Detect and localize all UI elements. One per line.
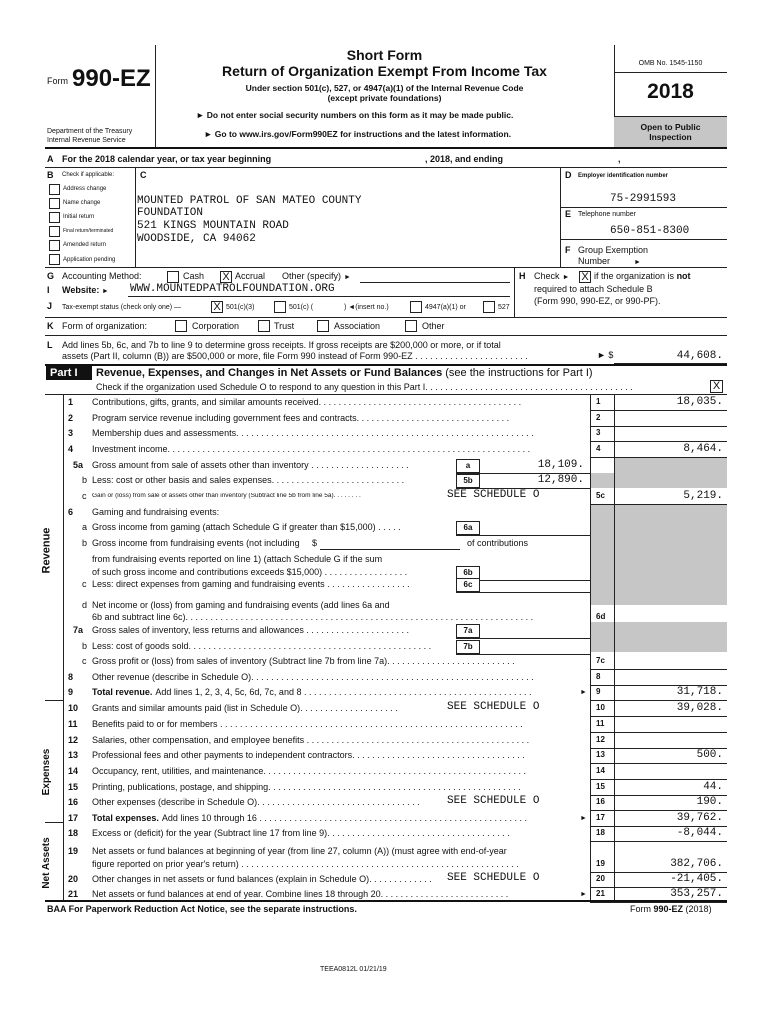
- schedule-o-checkbox[interactable]: X: [710, 380, 723, 393]
- 501c-label: 501(c) (: [289, 304, 314, 311]
- line-text: Salaries, other compensation, and employee benefits . . . . . . . . . . . . . . . . . . . . . . . . . . . . . . . . . . . . . . . . . . . . .: [92, 736, 530, 745]
- sub-line-box: 6b: [456, 566, 480, 580]
- group-exemption-label: Group Exemption: [578, 245, 649, 255]
- line-number: 19: [68, 846, 79, 856]
- line-text: Gross income from gaming (attach Schedule G if greater than $15,000) . . . . .: [92, 523, 401, 532]
- line-text: Printing, publications, postage, and shipping. . . . . . . . . . . . . . . . . . . . . . . . . . . . . . . . . . . . . . . . . . . . . . . . . . .: [92, 783, 521, 792]
- 501c3-label: 501(c)(3): [226, 304, 255, 311]
- line-text: Other expenses (describe in Schedule O). . . . . . . . . . . . . . . . . . . . . . . . . . . . . . . . .: [92, 798, 420, 807]
- line-j-letter: J: [47, 301, 53, 311]
- line-number: 20: [68, 874, 79, 884]
- line-box-number: 19: [596, 859, 605, 868]
- form-title: Return of Organization Exempt From Income Tax: [222, 63, 547, 79]
- application-pending-checkbox[interactable]: [49, 254, 60, 265]
- sub-line-box: 5b: [456, 474, 480, 488]
- baa-notice: BAA For Paperwork Reduction Act Notice, see the separate instructions.: [47, 904, 357, 914]
- website-value[interactable]: WWW.MOUNTEDPATROLFOUNDATION.ORG: [130, 283, 335, 295]
- line-amount[interactable]: 5,219.: [683, 490, 723, 502]
- line-number: 5a: [73, 460, 84, 470]
- line-amount[interactable]: 31,718.: [676, 686, 723, 698]
- do-not-enter: ► Do not enter social security numbers on this form as it may be made public.: [196, 110, 514, 120]
- other-method-label: Other (specify) ►: [282, 271, 351, 281]
- 4947-checkbox[interactable]: [410, 301, 422, 313]
- org-city-state-zip: WOODSIDE, CA 94062: [137, 233, 256, 245]
- 501c3-checkbox[interactable]: X: [211, 301, 223, 313]
- line-text: Gross sales of inventory, less returns and allowances . . . . . . . . . . . . . . . . . . . . .: [92, 626, 409, 635]
- line-text: Less: cost or other basis and sales expenses. . . . . . . . . . . . . . . . . . . . . . . . . . .: [92, 476, 405, 485]
- line-text: Net assets or fund balances at beginning of year (from line 27, column (A)) (must agree with end-of-year: [92, 847, 507, 856]
- arrow-marker: ►: [580, 891, 587, 898]
- line-box-number: 10: [596, 703, 605, 712]
- schedule-o-note: SEE SCHEDULE O: [447, 872, 540, 884]
- org-name-line2: FOUNDATION: [137, 207, 204, 219]
- association-checkbox[interactable]: [317, 320, 329, 332]
- line-number: b: [82, 641, 88, 651]
- final-return-label: Final return/terminated: [63, 228, 114, 234]
- form-reference: Form 990-EZ (2018): [630, 904, 712, 914]
- accrual-checkbox[interactable]: X: [220, 271, 232, 283]
- line-text: Professional fees and other payments to independent contractors. . . . . . . . . . . . . . . . . . . . . . . . . . . . . . . . . . .: [92, 751, 525, 760]
- line-box-number: 17: [596, 813, 605, 822]
- line-amount[interactable]: -8,044.: [676, 827, 723, 839]
- website-label: Website: ►: [62, 285, 109, 295]
- line-h-text2: required to attach Schedule B: [534, 284, 653, 294]
- name-change-checkbox[interactable]: [49, 198, 60, 209]
- line-number: b: [82, 475, 88, 485]
- line-number: 15: [68, 782, 79, 792]
- line-number: a: [82, 522, 88, 532]
- line-k-letter: K: [47, 321, 54, 331]
- line-number: 16: [68, 797, 79, 807]
- line-text: Investment income. . . . . . . . . . . . . . . . . . . . . . . . . . . . . . . . . . . . . . . . . . . . . . . . . . . . . . . . . . . . . . . . . . . . . . . . .: [92, 445, 531, 454]
- line-box-number: 21: [596, 889, 605, 898]
- amended-return-label: Amended return: [63, 242, 107, 248]
- line-number: 14: [68, 766, 79, 776]
- sub-line-value[interactable]: 18,109.: [537, 459, 584, 471]
- line-box-number: 6d: [596, 612, 606, 621]
- telephone-value: 650-851-8300: [610, 225, 690, 237]
- short-form-label: Short Form: [346, 47, 423, 63]
- line-box-number: 1: [596, 397, 601, 406]
- line-number: c: [82, 491, 87, 501]
- sub-line-box: 7b: [456, 640, 480, 654]
- line-box-number: 15: [596, 782, 605, 791]
- dollar-sign: $: [312, 538, 318, 548]
- irs-label: Internal Revenue Service: [47, 137, 126, 144]
- line-text: Gross income from fundraising events (not including: [92, 539, 300, 548]
- corporation-checkbox[interactable]: [175, 320, 187, 332]
- line-box-number: 3: [596, 428, 601, 437]
- section-b-label: Check if applicable:: [62, 172, 115, 178]
- ein-label: Employer identification number: [578, 173, 669, 179]
- net-assets-side-label: Net Assets: [41, 837, 52, 889]
- group-exemption-number-label: Number ►: [578, 256, 641, 266]
- line-amount[interactable]: 39,762.: [676, 812, 723, 824]
- form-code: TEEA0812L 01/21/19: [320, 966, 387, 973]
- schedule-o-check-text: Check if the organization used Schedule O to respond to any question in this Part I. . . . . . . . . . . . . . . . . . . . . . . . . . . . . . . . . . . . . . . . . .: [96, 382, 633, 392]
- open-to-public: Open to Public: [640, 122, 701, 132]
- form-number: 990-EZ: [72, 65, 151, 92]
- line-text: Net assets or fund balances at end of year. Combine lines 18 through 20. . . . . . . . . . . . . . . . . . . . . . . . . .: [92, 890, 509, 899]
- cash-label: Cash: [183, 271, 205, 281]
- go-to-irs: ► Go to www.irs.gov/Form990EZ for instructions and the latest information.: [204, 129, 512, 139]
- line-text: Gaming and fundraising events:: [92, 508, 220, 517]
- line-number: d: [82, 600, 88, 610]
- arrow-marker: ►: [580, 815, 587, 822]
- line-number: 13: [68, 750, 79, 760]
- line-text: Other revenue (describe in Schedule O). . . . . . . . . . . . . . . . . . . . . . . . . . . . . . . . . . . . . . . . . . . . . . . . . . . . . . . . .: [92, 673, 534, 682]
- org-name-line1: MOUNTED PATROL OF SAN MATEO COUNTY: [137, 195, 362, 207]
- line-box-number: 5c: [596, 491, 605, 500]
- schedule-o-note: SEE SCHEDULE O: [447, 795, 540, 807]
- line-number: 10: [68, 703, 79, 713]
- section-d-letter: D: [565, 170, 572, 180]
- line-amount[interactable]: 500.: [696, 749, 723, 761]
- final-return-checkbox[interactable]: [49, 226, 60, 237]
- line-l-text1: Add lines 5b, 6c, and 7b to line 9 to determine gross receipts. If gross receipts are $200,000 or more, or if total: [62, 340, 501, 350]
- line-text: Contributions, gifts, grants, and similar amounts received. . . . . . . . . . . . . . . . . . . . . . . . . . . . . . . . . . . . . . . . .: [92, 398, 522, 407]
- line-box-number: 12: [596, 735, 605, 744]
- section-b-letter: B: [47, 170, 54, 180]
- line-box-number: 14: [596, 766, 605, 775]
- line-text: Gain or (loss) from sale of assets other than inventory (Subtract line 5b from line 5a). . . . . . . .: [92, 493, 361, 499]
- section-c-letter: C: [140, 170, 147, 180]
- line-number: 11: [68, 719, 78, 729]
- part1-title: Revenue, Expenses, and Changes in Net Assets or Fund Balances (see the instructions for Part I): [96, 367, 593, 379]
- 4947-label: 4947(a)(1) or: [425, 304, 466, 311]
- other-org-checkbox[interactable]: [405, 320, 417, 332]
- part1-label: Part I: [46, 366, 92, 380]
- line-box-number: 8: [596, 672, 601, 681]
- line-h-text3: (Form 990, 990-EZ, or 990-PF).: [534, 296, 661, 306]
- accounting-method-label: Accounting Method:: [62, 271, 142, 281]
- sub-line-box: a: [456, 459, 480, 473]
- sub-line-value[interactable]: 12,890.: [537, 474, 584, 486]
- tax-exempt-label: Tax-exempt status (check only one) —: [62, 304, 182, 311]
- 527-checkbox[interactable]: [483, 301, 495, 313]
- amended-return-checkbox[interactable]: [49, 240, 60, 251]
- inspection-label: Inspection: [649, 132, 692, 142]
- line-amount[interactable]: -21,405.: [670, 873, 723, 885]
- line-box-number: 4: [596, 444, 601, 453]
- line-box-number: 2: [596, 413, 601, 422]
- line-a-ending: , 2018, and ending: [425, 154, 504, 164]
- association-label: Association: [334, 321, 381, 331]
- line-l-text2: assets (Part II, column (B)) are $500,000 or more, file Form 990 instead of Form 990-EZ . . . . . . . . . . . . . . . . . . . . . . .: [62, 351, 528, 361]
- line-a-text: For the 2018 calendar year, or tax year beginning: [62, 154, 272, 164]
- line-l-dollar: ► $: [597, 350, 614, 360]
- line-text: Total expenses. Add lines 10 through 16 . . . . . . . . . . . . . . . . . . . . . . . . . . . . . . . . . . . . . . . . . . . . . . . . . . . . . .: [92, 814, 527, 823]
- sub-line-box: 7a: [456, 624, 480, 638]
- line-number: 6: [68, 507, 74, 517]
- line-text: 6b and subtract line 6c). . . . . . . . . . . . . . . . . . . . . . . . . . . . . . . . . . . . . . . . . . . . . . . . . . . . . . . . . . . . . . . . . . . . . .: [92, 613, 534, 622]
- section-e-letter: E: [565, 209, 572, 219]
- line-number: 4: [68, 444, 74, 454]
- line-a-letter: A: [47, 154, 54, 164]
- line-number: 18: [68, 828, 79, 838]
- org-street-address: 521 KINGS MOUNTAIN ROAD: [137, 220, 289, 232]
- line-amount[interactable]: 382,706.: [670, 858, 723, 870]
- tax-year: 2018: [647, 80, 694, 103]
- initial-return-label: Initial return: [63, 214, 95, 220]
- line-a-comma: ,: [618, 154, 621, 164]
- line-number: b: [82, 538, 88, 548]
- telephone-label: Telephone number: [578, 211, 636, 218]
- line-i-letter: I: [47, 285, 50, 295]
- line-number: 7a: [73, 625, 84, 635]
- line-number: 12: [68, 735, 79, 745]
- line-number: 3: [68, 428, 74, 438]
- line-text: Occupancy, rent, utilities, and maintenance. . . . . . . . . . . . . . . . . . . . . . . . . . . . . . . . . . . . . . . . . . . . . . . . . . . . .: [92, 767, 526, 776]
- trust-checkbox[interactable]: [258, 320, 270, 332]
- line-box-number: 20: [596, 874, 605, 883]
- line-amount[interactable]: 8,464.: [683, 443, 723, 455]
- line-text: Grants and similar amounts paid (list in Schedule O). . . . . . . . . . . . . . . . . . . .: [92, 704, 398, 713]
- line-number: 8: [68, 672, 74, 682]
- line-text: of such gross income and contributions exceeds $15,000) . . . . . . . . . . . . . . . . .: [92, 568, 408, 577]
- line-number: 21: [68, 889, 79, 899]
- arrow-marker: ►: [580, 689, 587, 696]
- corporation-label: Corporation: [192, 321, 240, 331]
- line-h-text1: if the organization is not: [594, 271, 691, 281]
- cash-checkbox[interactable]: [167, 271, 179, 283]
- line-h-check: Check ►: [534, 271, 570, 281]
- gross-receipts-value: 44,608.: [676, 350, 723, 362]
- line-text: Total revenue. Add lines 1, 2, 3, 4, 5c, 6d, 7c, and 8 . . . . . . . . . . . . . . . . . . . . . . . . . . . . . . . . . . . . . . . . . . . . . .: [92, 688, 532, 697]
- line-box-number: 13: [596, 750, 605, 759]
- line-text: Less: direct expenses from gaming and fundraising events . . . . . . . . . . . . . . . . .: [92, 580, 410, 589]
- expenses-side-label: Expenses: [41, 748, 52, 796]
- schedule-o-note: SEE SCHEDULE O: [447, 701, 540, 713]
- initial-return-checkbox[interactable]: [49, 212, 60, 223]
- line-text: Net income or (loss) from gaming and fundraising events (add lines 6a and: [92, 601, 390, 610]
- line-text: Excess or (deficit) for the year (Subtract line 17 from line 9). . . . . . . . . . . . . . . . . . . . . . . . . . . . . . . . . . . . .: [92, 829, 510, 838]
- other-org-label: Other: [422, 321, 445, 331]
- dept-treasury: Department of the Treasury: [47, 128, 133, 135]
- except-private: (except private foundations): [327, 93, 442, 103]
- sub-line-box: 6a: [456, 521, 480, 535]
- line-text: Membership dues and assessments. . . . . . . . . . . . . . . . . . . . . . . . . . . . . . . . . . . . . . . . . . . . . . . . . . . . . . . . . . . .: [92, 429, 534, 438]
- 527-label: 527: [498, 304, 510, 311]
- 501c-checkbox[interactable]: [274, 301, 286, 313]
- revenue-side-label: Revenue: [40, 527, 53, 574]
- line-text: Gross amount from sale of assets other than inventory . . . . . . . . . . . . . . . . . . . .: [92, 461, 409, 470]
- line-g-letter: G: [47, 271, 55, 281]
- under-section: Under section 501(c), 527, or 4947(a)(1) of the Internal Revenue Code: [245, 83, 524, 93]
- of-contributions-label: of contributions: [467, 538, 529, 548]
- line-box-number: 16: [596, 797, 605, 806]
- omb-number: OMB No. 1545-1150: [638, 60, 703, 67]
- line-number: 1: [68, 397, 74, 407]
- line-text: Less: cost of goods sold. . . . . . . . . . . . . . . . . . . . . . . . . . . . . . . . . . . . . . . . . . . . . . . . .: [92, 642, 432, 651]
- address-change-checkbox[interactable]: [49, 184, 60, 195]
- sub-line-box: 6c: [456, 578, 480, 592]
- line-text: Benefits paid to or for members . . . . . . . . . . . . . . . . . . . . . . . . . . . . . . . . . . . . . . . . . . . . . . . . . . . . . . . . . . . . .: [92, 720, 523, 729]
- line-number: c: [82, 579, 87, 589]
- line-amount[interactable]: 39,028.: [676, 702, 723, 714]
- name-change-label: Name change: [63, 200, 101, 206]
- line-amount[interactable]: 353,257.: [670, 888, 723, 900]
- line-l-letter: L: [47, 340, 53, 350]
- insert-no-label: ) ◄(insert no.): [344, 304, 389, 311]
- line-number: 2: [68, 413, 74, 423]
- schedule-b-checkbox[interactable]: X: [579, 271, 591, 283]
- application-pending-label: Application pending: [63, 257, 116, 263]
- line-box-number: 7c: [596, 656, 605, 665]
- trust-label: Trust: [274, 321, 295, 331]
- line-number: 17: [68, 813, 79, 823]
- form-of-org-label: Form of organization:: [62, 321, 148, 331]
- schedule-o-note: SEE SCHEDULE O: [447, 489, 540, 501]
- line-number: c: [82, 656, 87, 666]
- line-amount[interactable]: 190.: [696, 796, 723, 808]
- line-number: 9: [68, 687, 74, 697]
- line-text: Other changes in net assets or fund balances (explain in Schedule O). . . . . . . . . . . . .: [92, 875, 432, 884]
- line-text: Program service revenue including government fees and contracts. . . . . . . . . . . . . . . . . . . . . . . . . . . . . . .: [92, 414, 510, 423]
- line-text: Gross profit or (loss) from sales of inventory (Subtract line 7b from line 7a). . . . . . . . . . . . . . . . . . . . . . . . . .: [92, 657, 515, 666]
- ein-value: 75-2991593: [610, 193, 677, 205]
- line-h-letter: H: [519, 271, 526, 281]
- section-f-letter: F: [565, 245, 571, 255]
- line-text: from fundraising events reported on line 1) (attach Schedule G if the sum: [92, 555, 383, 564]
- line-box-number: 9: [596, 687, 601, 696]
- line-box-number: 18: [596, 828, 605, 837]
- address-change-label: Address change: [63, 186, 107, 192]
- line-box-number: 11: [596, 719, 605, 728]
- line-amount[interactable]: 18,035.: [676, 396, 723, 408]
- line-text: figure reported on prior year's return) . . . . . . . . . . . . . . . . . . . . . . . . . . . . . . . . . . . . . . . . . . . . . . . . . . . . . . . .: [92, 860, 519, 869]
- form-word: Form: [47, 76, 68, 86]
- accrual-label: Accrual: [235, 271, 266, 281]
- line-amount[interactable]: 44.: [703, 781, 723, 793]
